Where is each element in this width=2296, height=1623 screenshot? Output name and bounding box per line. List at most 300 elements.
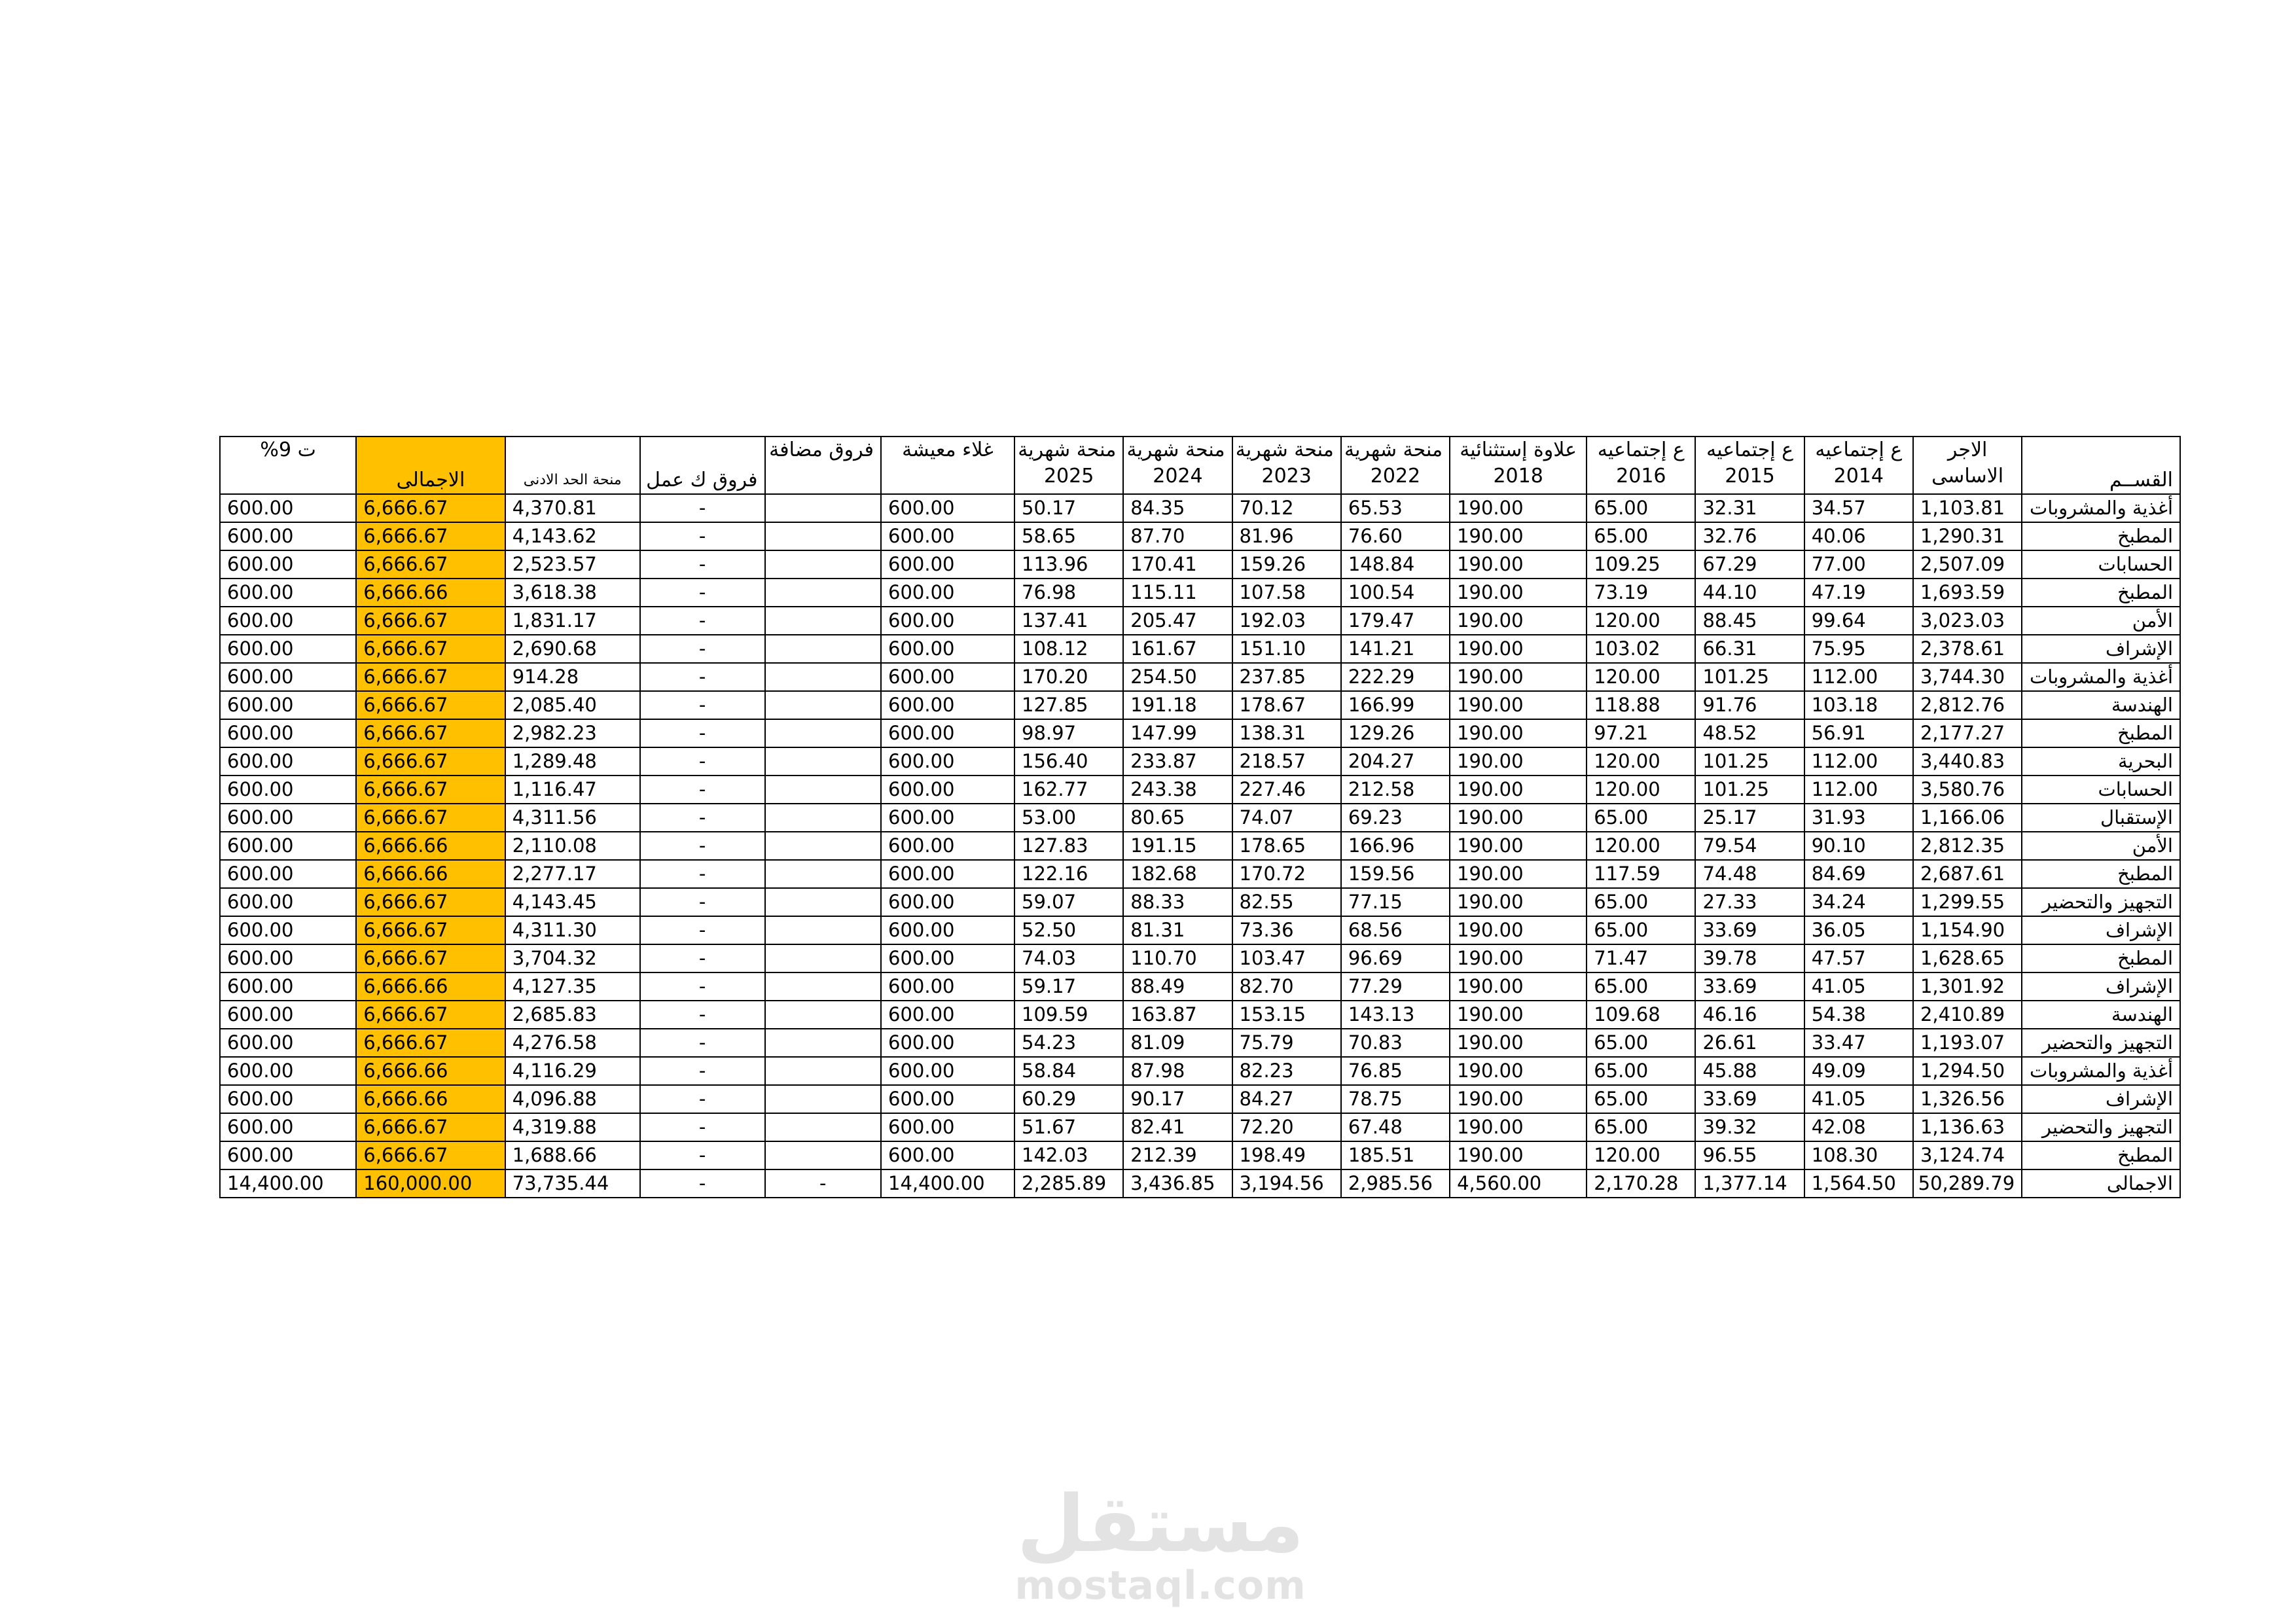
table-row <box>220 1141 2180 1169</box>
cell-work-diff: - <box>640 719 765 747</box>
cell-bonus-2018: 190.00 <box>1450 494 1587 522</box>
cell-ej-2016: 120.00 <box>1587 663 1695 691</box>
cell-grant-2025: 52.50 <box>1014 916 1123 944</box>
cell-grant-2022: 68.56 <box>1341 916 1450 944</box>
cell-total: 6,666.67 <box>356 550 505 579</box>
cell-grant-2023: 74.07 <box>1232 804 1341 832</box>
cell-grant-2023: 170.72 <box>1232 860 1341 888</box>
header-grant-2022-line2: 2022 <box>1370 465 1421 488</box>
cell-ej-2015: 79.54 <box>1695 832 1804 860</box>
cell-base-salary: 1,301.92 <box>1913 972 2022 1001</box>
cell-tax: 600.00 <box>220 494 356 522</box>
cell-ej-2014: 90.10 <box>1804 832 1913 860</box>
cell-added-diff <box>765 550 881 579</box>
cell-base-salary: 1,326.56 <box>1913 1085 2022 1113</box>
cell-ej-2016: 120.00 <box>1587 1141 1695 1169</box>
cell-grant-2023: 153.15 <box>1232 1001 1341 1029</box>
cell-ej-2014: 56.91 <box>1804 719 1913 747</box>
cell-total: 6,666.67 <box>356 691 505 719</box>
cell-grant-2024: 191.15 <box>1123 832 1232 860</box>
cell-grant-2023: 151.10 <box>1232 635 1341 663</box>
cell-grant-2022: 96.69 <box>1341 944 1450 972</box>
table-row <box>220 1001 2180 1029</box>
cell-work-diff: - <box>640 691 765 719</box>
cell-living-cost: 600.00 <box>881 1029 1014 1057</box>
cell-grant-2024: 161.67 <box>1123 635 1232 663</box>
cell-total: 6,666.67 <box>356 663 505 691</box>
cell-tax: 600.00 <box>220 1001 356 1029</box>
header-grant-2022-line1: منحة شهرية <box>1344 438 1443 461</box>
cell-ej-2014: 84.69 <box>1804 860 1913 888</box>
cell-bonus-2018: 190.00 <box>1450 1029 1587 1057</box>
cell-total: 6,666.66 <box>356 832 505 860</box>
cell-min-grant: 1,116.47 <box>505 776 640 804</box>
cell-ej-2014: 77.00 <box>1804 550 1913 579</box>
cell-living-cost: 600.00 <box>881 832 1014 860</box>
cell-dept: أغذية والمشروبات <box>2022 1057 2180 1085</box>
cell-ej-2016: 65.00 <box>1587 972 1695 1001</box>
cell-ej-2014: 54.38 <box>1804 1001 1913 1029</box>
cell-grant-2024: 84.35 <box>1123 494 1232 522</box>
cell-grant-2024: 205.47 <box>1123 607 1232 635</box>
table-row <box>220 1057 2180 1085</box>
cell-dept: التجهيز والتحضير <box>2022 1113 2180 1141</box>
cell-added-diff <box>765 888 881 916</box>
cell-living-cost: 600.00 <box>881 1085 1014 1113</box>
cell-ej-2016: 103.02 <box>1587 635 1695 663</box>
cell-grant-2024: 88.33 <box>1123 888 1232 916</box>
cell-min-grant: 73,735.44 <box>505 1169 640 1198</box>
cell-added-diff <box>765 635 881 663</box>
cell-ej-2016: 65.00 <box>1587 916 1695 944</box>
cell-grant-2022: 179.47 <box>1341 607 1450 635</box>
cell-work-diff: - <box>640 494 765 522</box>
cell-dept: المطبخ <box>2022 860 2180 888</box>
cell-ej-2014: 103.18 <box>1804 691 1913 719</box>
cell-bonus-2018: 190.00 <box>1450 972 1587 1001</box>
cell-bonus-2018: 190.00 <box>1450 1113 1587 1141</box>
cell-grant-2023: 107.58 <box>1232 579 1341 607</box>
cell-bonus-2018: 4,560.00 <box>1450 1169 1587 1198</box>
cell-grant-2025: 127.85 <box>1014 691 1123 719</box>
cell-grant-2023: 70.12 <box>1232 494 1341 522</box>
cell-grant-2022: 185.51 <box>1341 1141 1450 1169</box>
cell-bonus-2018: 190.00 <box>1450 1141 1587 1169</box>
table-row <box>220 522 2180 550</box>
cell-base-salary: 1,193.07 <box>1913 1029 2022 1057</box>
cell-ej-2015: 33.69 <box>1695 972 1804 1001</box>
table-row <box>220 888 2180 916</box>
cell-total: 6,666.67 <box>356 1113 505 1141</box>
cell-living-cost: 600.00 <box>881 719 1014 747</box>
cell-grant-2024: 87.70 <box>1123 522 1232 550</box>
cell-added-diff <box>765 719 881 747</box>
cell-work-diff: - <box>640 1029 765 1057</box>
cell-base-salary: 2,410.89 <box>1913 1001 2022 1029</box>
cell-min-grant: 2,277.17 <box>505 860 640 888</box>
cell-ej-2016: 118.88 <box>1587 691 1695 719</box>
cell-grant-2024: 147.99 <box>1123 719 1232 747</box>
cell-living-cost: 600.00 <box>881 494 1014 522</box>
header-total: الاجمالى <box>356 437 505 494</box>
cell-grant-2025: 127.83 <box>1014 832 1123 860</box>
cell-grant-2022: 78.75 <box>1341 1085 1450 1113</box>
cell-living-cost: 600.00 <box>881 522 1014 550</box>
cell-work-diff: - <box>640 888 765 916</box>
cell-dept: المطبخ <box>2022 944 2180 972</box>
cell-dept: المطبخ <box>2022 719 2180 747</box>
cell-grant-2023: 84.27 <box>1232 1085 1341 1113</box>
cell-grant-2023: 82.55 <box>1232 888 1341 916</box>
cell-base-salary: 1,166.06 <box>1913 804 2022 832</box>
cell-grant-2024: 182.68 <box>1123 860 1232 888</box>
cell-grant-2023: 178.65 <box>1232 832 1341 860</box>
cell-total: 6,666.67 <box>356 888 505 916</box>
cell-min-grant: 4,319.88 <box>505 1113 640 1141</box>
cell-base-salary: 2,812.76 <box>1913 691 2022 719</box>
cell-grant-2023: 75.79 <box>1232 1029 1341 1057</box>
cell-grant-2022: 141.21 <box>1341 635 1450 663</box>
cell-ej-2016: 97.21 <box>1587 719 1695 747</box>
cell-grant-2025: 59.17 <box>1014 972 1123 1001</box>
cell-ej-2014: 47.57 <box>1804 944 1913 972</box>
cell-grant-2023: 73.36 <box>1232 916 1341 944</box>
cell-work-diff: - <box>640 916 765 944</box>
cell-living-cost: 600.00 <box>881 804 1014 832</box>
header-bonus-2018-line2: 2018 <box>1493 465 1543 488</box>
cell-bonus-2018: 190.00 <box>1450 607 1587 635</box>
cell-bonus-2018: 190.00 <box>1450 719 1587 747</box>
cell-grant-2025: 113.96 <box>1014 550 1123 579</box>
cell-grant-2022: 65.53 <box>1341 494 1450 522</box>
cell-living-cost: 600.00 <box>881 1113 1014 1141</box>
cell-tax: 600.00 <box>220 550 356 579</box>
cell-grant-2025: 162.77 <box>1014 776 1123 804</box>
cell-work-diff: - <box>640 972 765 1001</box>
cell-grant-2024: 80.65 <box>1123 804 1232 832</box>
cell-grant-2025: 137.41 <box>1014 607 1123 635</box>
cell-dept: الحسابات <box>2022 776 2180 804</box>
cell-total: 6,666.67 <box>356 747 505 776</box>
cell-dept: الهندسة <box>2022 691 2180 719</box>
cell-added-diff <box>765 972 881 1001</box>
cell-min-grant: 3,704.32 <box>505 944 640 972</box>
cell-grant-2022: 143.13 <box>1341 1001 1450 1029</box>
header-grant-2024 <box>1123 437 1232 494</box>
cell-grant-2025: 108.12 <box>1014 635 1123 663</box>
cell-tax: 600.00 <box>220 522 356 550</box>
cell-grant-2024: 115.11 <box>1123 579 1232 607</box>
cell-total: 6,666.67 <box>356 776 505 804</box>
cell-min-grant: 1,831.17 <box>505 607 640 635</box>
cell-dept: الأمن <box>2022 832 2180 860</box>
cell-base-salary: 1,628.65 <box>1913 944 2022 972</box>
cell-living-cost: 600.00 <box>881 607 1014 635</box>
cell-living-cost: 600.00 <box>881 747 1014 776</box>
cell-added-diff <box>765 804 881 832</box>
cell-living-cost: 600.00 <box>881 1057 1014 1085</box>
cell-total: 6,666.67 <box>356 635 505 663</box>
cell-work-diff: - <box>640 579 765 607</box>
cell-ej-2015: 32.76 <box>1695 522 1804 550</box>
cell-total: 6,666.67 <box>356 1029 505 1057</box>
cell-added-diff <box>765 1141 881 1169</box>
cell-ej-2015: 88.45 <box>1695 607 1804 635</box>
cell-total: 6,666.67 <box>356 916 505 944</box>
cell-work-diff: - <box>640 776 765 804</box>
table-row <box>220 776 2180 804</box>
table-row <box>220 691 2180 719</box>
cell-ej-2014: 108.30 <box>1804 1141 1913 1169</box>
cell-grant-2024: 191.18 <box>1123 691 1232 719</box>
cell-tax: 600.00 <box>220 691 356 719</box>
cell-dept: الاجمالى <box>2022 1169 2180 1198</box>
cell-dept: الإستقبال <box>2022 804 2180 832</box>
cell-living-cost: 600.00 <box>881 579 1014 607</box>
cell-ej-2016: 65.00 <box>1587 804 1695 832</box>
cell-tax: 600.00 <box>220 888 356 916</box>
cell-total: 160,000.00 <box>356 1169 505 1198</box>
cell-ej-2016: 73.19 <box>1587 579 1695 607</box>
cell-ej-2016: 109.68 <box>1587 1001 1695 1029</box>
table-row <box>220 494 2180 522</box>
cell-living-cost: 600.00 <box>881 944 1014 972</box>
header-tax: ت 9% <box>220 437 356 494</box>
cell-base-salary: 2,177.27 <box>1913 719 2022 747</box>
cell-living-cost: 600.00 <box>881 888 1014 916</box>
cell-work-diff: - <box>640 1057 765 1085</box>
cell-ej-2016: 65.00 <box>1587 1029 1695 1057</box>
cell-tax: 600.00 <box>220 916 356 944</box>
cell-grant-2023: 159.26 <box>1232 550 1341 579</box>
header-base <box>1913 437 2022 494</box>
cell-work-diff: - <box>640 860 765 888</box>
cell-grant-2022: 204.27 <box>1341 747 1450 776</box>
cell-tax: 600.00 <box>220 607 356 635</box>
cell-ej-2015: 1,377.14 <box>1695 1169 1804 1198</box>
cell-grant-2025: 74.03 <box>1014 944 1123 972</box>
cell-added-diff <box>765 747 881 776</box>
cell-work-diff: - <box>640 607 765 635</box>
cell-base-salary: 1,136.63 <box>1913 1113 2022 1141</box>
cell-living-cost: 600.00 <box>881 1001 1014 1029</box>
cell-ej-2014: 75.95 <box>1804 635 1913 663</box>
cell-dept: الإشراف <box>2022 916 2180 944</box>
cell-bonus-2018: 190.00 <box>1450 663 1587 691</box>
cell-added-diff <box>765 1113 881 1141</box>
cell-tax: 600.00 <box>220 972 356 1001</box>
cell-ej-2014: 99.64 <box>1804 607 1913 635</box>
cell-grant-2024: 88.49 <box>1123 972 1232 1001</box>
cell-work-diff: - <box>640 1085 765 1113</box>
cell-base-salary: 2,687.61 <box>1913 860 2022 888</box>
cell-total: 6,666.66 <box>356 1085 505 1113</box>
cell-ej-2015: 39.78 <box>1695 944 1804 972</box>
cell-grant-2022: 70.83 <box>1341 1029 1450 1057</box>
cell-ej-2014: 33.47 <box>1804 1029 1913 1057</box>
cell-work-diff: - <box>640 832 765 860</box>
cell-grant-2025: 59.07 <box>1014 888 1123 916</box>
cell-grant-2025: 98.97 <box>1014 719 1123 747</box>
cell-ej-2014: 49.09 <box>1804 1057 1913 1085</box>
cell-grant-2022: 222.29 <box>1341 663 1450 691</box>
header-ej-2014-line1: ع إجتماعيه <box>1815 438 1903 461</box>
cell-grant-2024: 254.50 <box>1123 663 1232 691</box>
cell-base-salary: 3,023.03 <box>1913 607 2022 635</box>
cell-bonus-2018: 190.00 <box>1450 635 1587 663</box>
cell-ej-2014: 34.24 <box>1804 888 1913 916</box>
cell-work-diff: - <box>640 1001 765 1029</box>
header-ej-2014 <box>1804 437 1913 494</box>
cell-grant-2025: 76.98 <box>1014 579 1123 607</box>
cell-living-cost: 600.00 <box>881 691 1014 719</box>
cell-bonus-2018: 190.00 <box>1450 550 1587 579</box>
table-row <box>220 663 2180 691</box>
cell-grant-2025: 58.65 <box>1014 522 1123 550</box>
cell-base-salary: 2,507.09 <box>1913 550 2022 579</box>
cell-min-grant: 4,311.56 <box>505 804 640 832</box>
cell-ej-2015: 33.69 <box>1695 1085 1804 1113</box>
cell-living-cost: 600.00 <box>881 916 1014 944</box>
cell-grant-2023: 198.49 <box>1232 1141 1341 1169</box>
cell-ej-2016: 120.00 <box>1587 607 1695 635</box>
cell-ej-2014: 112.00 <box>1804 776 1913 804</box>
cell-base-salary: 1,294.50 <box>1913 1057 2022 1085</box>
cell-grant-2025: 156.40 <box>1014 747 1123 776</box>
cell-grant-2025: 60.29 <box>1014 1085 1123 1113</box>
cell-dept: المطبخ <box>2022 522 2180 550</box>
cell-total: 6,666.67 <box>356 522 505 550</box>
table-row <box>220 944 2180 972</box>
cell-min-grant: 2,685.83 <box>505 1001 640 1029</box>
cell-ej-2016: 65.00 <box>1587 494 1695 522</box>
cell-bonus-2018: 190.00 <box>1450 522 1587 550</box>
cell-added-diff <box>765 776 881 804</box>
cell-ej-2014: 42.08 <box>1804 1113 1913 1141</box>
cell-ej-2014: 1,564.50 <box>1804 1169 1913 1198</box>
table-row <box>220 832 2180 860</box>
cell-dept: الإشراف <box>2022 635 2180 663</box>
cell-ej-2015: 101.25 <box>1695 776 1804 804</box>
cell-grant-2022: 76.85 <box>1341 1057 1450 1085</box>
cell-ej-2015: 33.69 <box>1695 916 1804 944</box>
cell-ej-2014: 112.00 <box>1804 747 1913 776</box>
cell-grant-2023: 178.67 <box>1232 691 1341 719</box>
cell-added-diff <box>765 1057 881 1085</box>
cell-min-grant: 2,085.40 <box>505 691 640 719</box>
cell-living-cost: 600.00 <box>881 1141 1014 1169</box>
header-bonus-2018-line1: علاوة إستثنائية <box>1460 438 1577 461</box>
cell-added-diff <box>765 1001 881 1029</box>
cell-living-cost: 600.00 <box>881 860 1014 888</box>
cell-dept: الهندسة <box>2022 1001 2180 1029</box>
cell-added-diff <box>765 691 881 719</box>
table-body <box>220 494 2180 1169</box>
cell-dept: البحرية <box>2022 747 2180 776</box>
cell-grant-2024: 87.98 <box>1123 1057 1232 1085</box>
cell-work-diff: - <box>640 1113 765 1141</box>
cell-grant-2025: 50.17 <box>1014 494 1123 522</box>
cell-work-diff: - <box>640 1169 765 1198</box>
cell-ej-2014: 31.93 <box>1804 804 1913 832</box>
cell-base-salary: 3,124.74 <box>1913 1141 2022 1169</box>
cell-ej-2015: 32.31 <box>1695 494 1804 522</box>
cell-min-grant: 914.28 <box>505 663 640 691</box>
mostaql-watermark <box>1013 1479 1308 1609</box>
cell-grant-2023: 3,194.56 <box>1232 1169 1341 1198</box>
header-ej-2016-line1: ع إجتماعيه <box>1597 438 1685 461</box>
cell-total: 6,666.67 <box>356 494 505 522</box>
header-row <box>220 437 2180 494</box>
cell-added-diff <box>765 1085 881 1113</box>
cell-grant-2024: 163.87 <box>1123 1001 1232 1029</box>
cell-tax: 600.00 <box>220 944 356 972</box>
cell-living-cost: 600.00 <box>881 972 1014 1001</box>
cell-added-diff <box>765 579 881 607</box>
cell-ej-2015: 101.25 <box>1695 747 1804 776</box>
cell-dept: التجهيز والتحضير <box>2022 1029 2180 1057</box>
table-row <box>220 860 2180 888</box>
cell-min-grant: 2,982.23 <box>505 719 640 747</box>
cell-min-grant: 2,523.57 <box>505 550 640 579</box>
cell-ej-2014: 112.00 <box>1804 663 1913 691</box>
cell-living-cost: 600.00 <box>881 635 1014 663</box>
cell-ej-2014: 40.06 <box>1804 522 1913 550</box>
watermark-arabic: مستقل <box>1016 1479 1304 1570</box>
cell-living-cost: 600.00 <box>881 663 1014 691</box>
header-diff: فروق ك عمل <box>640 437 765 494</box>
totals-row <box>220 1169 2180 1198</box>
cell-base-salary: 3,580.76 <box>1913 776 2022 804</box>
cell-base-salary: 1,290.31 <box>1913 522 2022 550</box>
cell-tax: 600.00 <box>220 635 356 663</box>
cell-grant-2024: 82.41 <box>1123 1113 1232 1141</box>
header-ej-2015 <box>1695 437 1804 494</box>
cell-ej-2016: 65.00 <box>1587 1113 1695 1141</box>
cell-total: 6,666.66 <box>356 1057 505 1085</box>
cell-ej-2016: 65.00 <box>1587 1057 1695 1085</box>
cell-grant-2025: 109.59 <box>1014 1001 1123 1029</box>
cell-bonus-2018: 190.00 <box>1450 860 1587 888</box>
cell-added-diff <box>765 1029 881 1057</box>
table-row <box>220 719 2180 747</box>
cell-grant-2023: 72.20 <box>1232 1113 1341 1141</box>
cell-grant-2023: 227.46 <box>1232 776 1341 804</box>
cell-tax: 600.00 <box>220 832 356 860</box>
cell-work-diff: - <box>640 663 765 691</box>
cell-base-salary: 3,440.83 <box>1913 747 2022 776</box>
cell-total: 6,666.66 <box>356 972 505 1001</box>
cell-living-cost: 600.00 <box>881 550 1014 579</box>
cell-grant-2025: 58.84 <box>1014 1057 1123 1085</box>
header-grant-2025-line2: 2025 <box>1043 465 1094 488</box>
header-ej-2014-line2: 2014 <box>1833 465 1884 488</box>
cell-added-diff <box>765 860 881 888</box>
cell-grant-2024: 170.41 <box>1123 550 1232 579</box>
header-grant-2025 <box>1014 437 1123 494</box>
header-min-grant: منحة الحد الادنى <box>505 437 640 494</box>
cell-living-cost: 14,400.00 <box>881 1169 1014 1198</box>
cell-added-diff: - <box>765 1169 881 1198</box>
cell-dept: المطبخ <box>2022 1141 2180 1169</box>
cell-bonus-2018: 190.00 <box>1450 1085 1587 1113</box>
header-grant-2023-line2: 2023 <box>1261 465 1312 488</box>
cell-grant-2022: 76.60 <box>1341 522 1450 550</box>
cell-base-salary: 2,378.61 <box>1913 635 2022 663</box>
cell-ej-2014: 36.05 <box>1804 916 1913 944</box>
table-row <box>220 579 2180 607</box>
cell-min-grant: 4,370.81 <box>505 494 640 522</box>
